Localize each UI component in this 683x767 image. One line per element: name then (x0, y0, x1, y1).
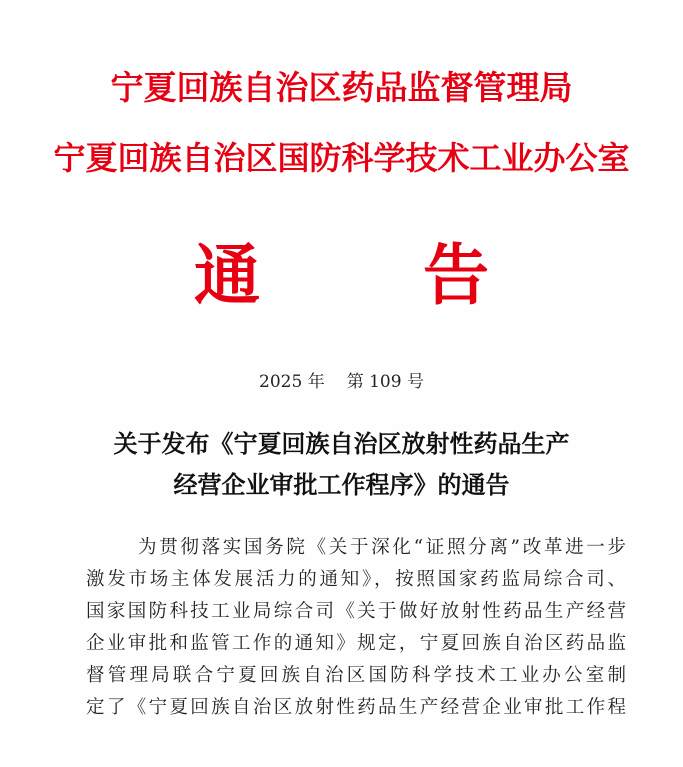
notice-body (86, 532, 626, 724)
notice-title-line-1: 关于发布《宁夏回族自治区放射性药品生产 (113, 429, 570, 458)
body-line: 定了《宁夏回族自治区放射性药品生产经营企业审批工作程 (86, 697, 626, 718)
body-line: 为贯彻落实国务院《关于深化“证照分离”改革进一步 (138, 537, 626, 558)
body-line: 企业审批和监管工作的通知》规定，宁夏回族自治区药品监 (86, 633, 626, 654)
notice-title-line-2: 经营企业审批工作程序》的通告 (173, 470, 510, 499)
body-line: 国家国防科技工业局综合司《关于做好放射性药品生产经营 (86, 601, 626, 622)
body-line: 激发市场主体发展活力的通知》，按照国家药监局综合司、 (86, 569, 626, 590)
document-year: 2025 年 (259, 372, 325, 392)
document-type-heading: 通 告 (194, 236, 559, 314)
document-number (0, 367, 683, 392)
document-serial-number: 第 109 号 (346, 372, 424, 392)
issuer-name-defense-office: 宁夏回族自治区国防科学技术工业办公室 (53, 139, 630, 177)
body-line: 督管理局联合宁夏回族自治区国防科学技术工业办公室制 (86, 665, 626, 686)
issuer-name-drug-administration: 宁夏回族自治区药品监督管理局 (110, 68, 573, 107)
